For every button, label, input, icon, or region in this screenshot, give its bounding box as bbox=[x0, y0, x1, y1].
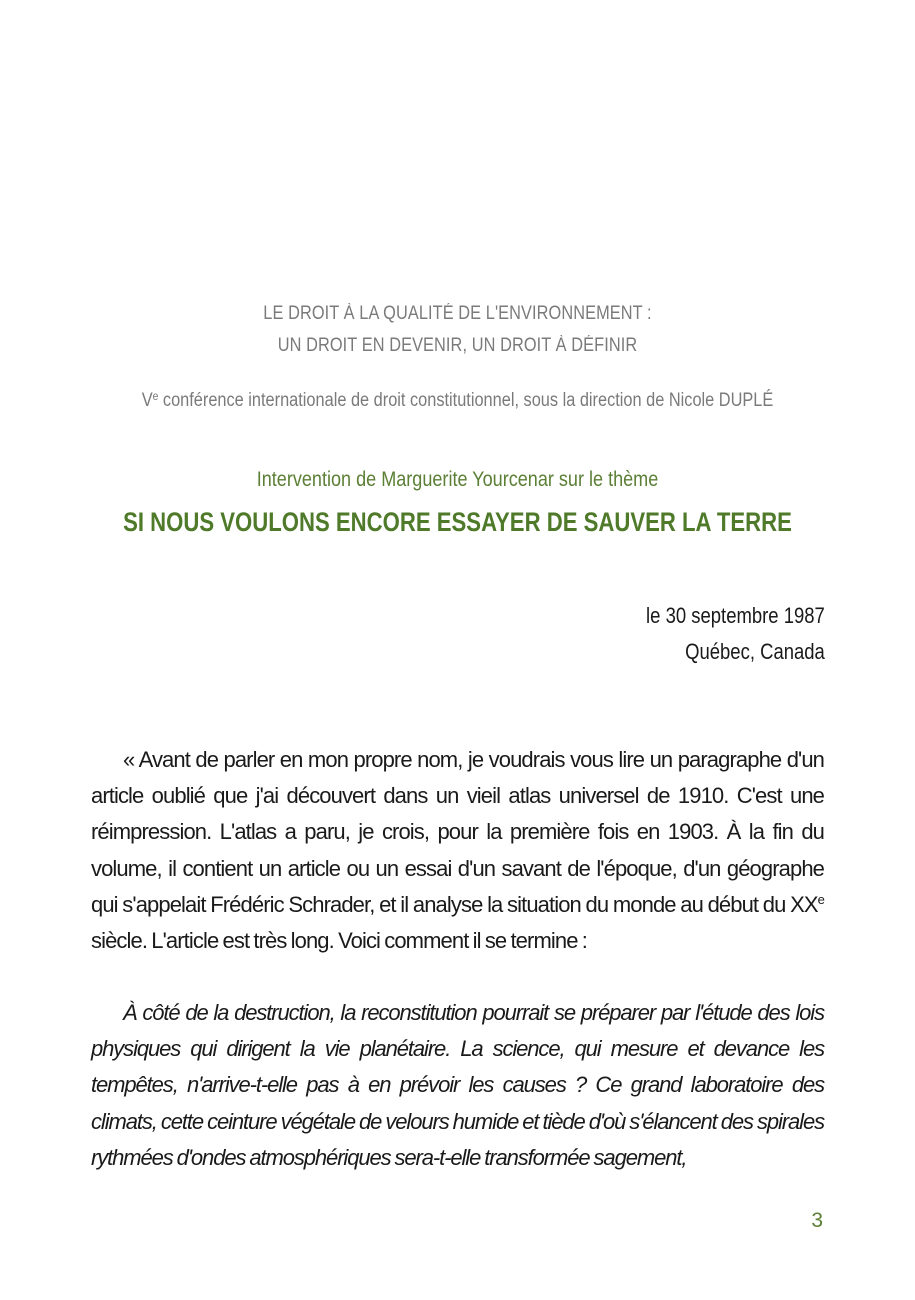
header-line-2: UN DROIT EN DEVENIR, UN DROIT À DÉFINIR bbox=[277, 335, 638, 356]
body-text bbox=[91, 742, 824, 959]
document-header bbox=[60, 298, 855, 362]
paragraph-1-end: siècle. L'article est très long. Voici comment il se termine : bbox=[91, 928, 587, 954]
quotation-text bbox=[91, 995, 824, 1176]
page-number: 3 bbox=[811, 1209, 823, 1232]
conference-subtitle bbox=[98, 380, 816, 417]
paragraph-1-start: « Avant de parler en mon propre nom, je voudrais vous lire un paragraphe d'un article oublié que j'ai découvert dans un vieil atlas universel de 1910. C'est une réimpression. L'atlas a paru, je crois, pour la première fois en 1903. À la fin du volume, il contient un article ou un essai d'un savant de l'époque, d'un géographe qui s'appelait Frédéric Schrader, et il analyse la situation du monde au début du XX bbox=[91, 747, 824, 917]
conference-prefix: V bbox=[141, 390, 153, 411]
header-line-1: LE DROIT À LA QUALITÉ DE L'ENVIRONNEMENT : bbox=[263, 303, 652, 324]
intervention-intro: Intervention de Marguerite Yourcenar sur le thème bbox=[256, 468, 659, 491]
speech-date: le 30 septembre 1987 bbox=[646, 603, 825, 628]
speech-title: SI NOUS VOULONS ENCORE ESSAYER DE SAUVER LA TERRE bbox=[123, 507, 792, 537]
paragraph-2-quotation: À côté de la destruction, la reconstitution pourrait se préparer par l'étude des lois physiques qui dirigent la vie planétaire. La science, qui mesure et devance les tempêtes, n'arrive-t-elle pas à en prévoir les causes ? Ce grand laboratoire des climats, cette ceinture végétale de velours humide et tiède d'où s'élancent des spirales rythmées d'ondes atmosphériques sera-t-elle transformée sagement, bbox=[91, 1000, 824, 1170]
paragraph-1 bbox=[91, 742, 824, 959]
speech-place: Québec, Canada bbox=[685, 639, 825, 664]
dateline bbox=[646, 598, 825, 670]
conference-superscript: e bbox=[152, 389, 159, 403]
century-superscript: e bbox=[817, 891, 824, 907]
conference-text: conférence internationale de droit constitutionnel, sous la direction de Nicole DUPLÉ bbox=[158, 390, 774, 411]
